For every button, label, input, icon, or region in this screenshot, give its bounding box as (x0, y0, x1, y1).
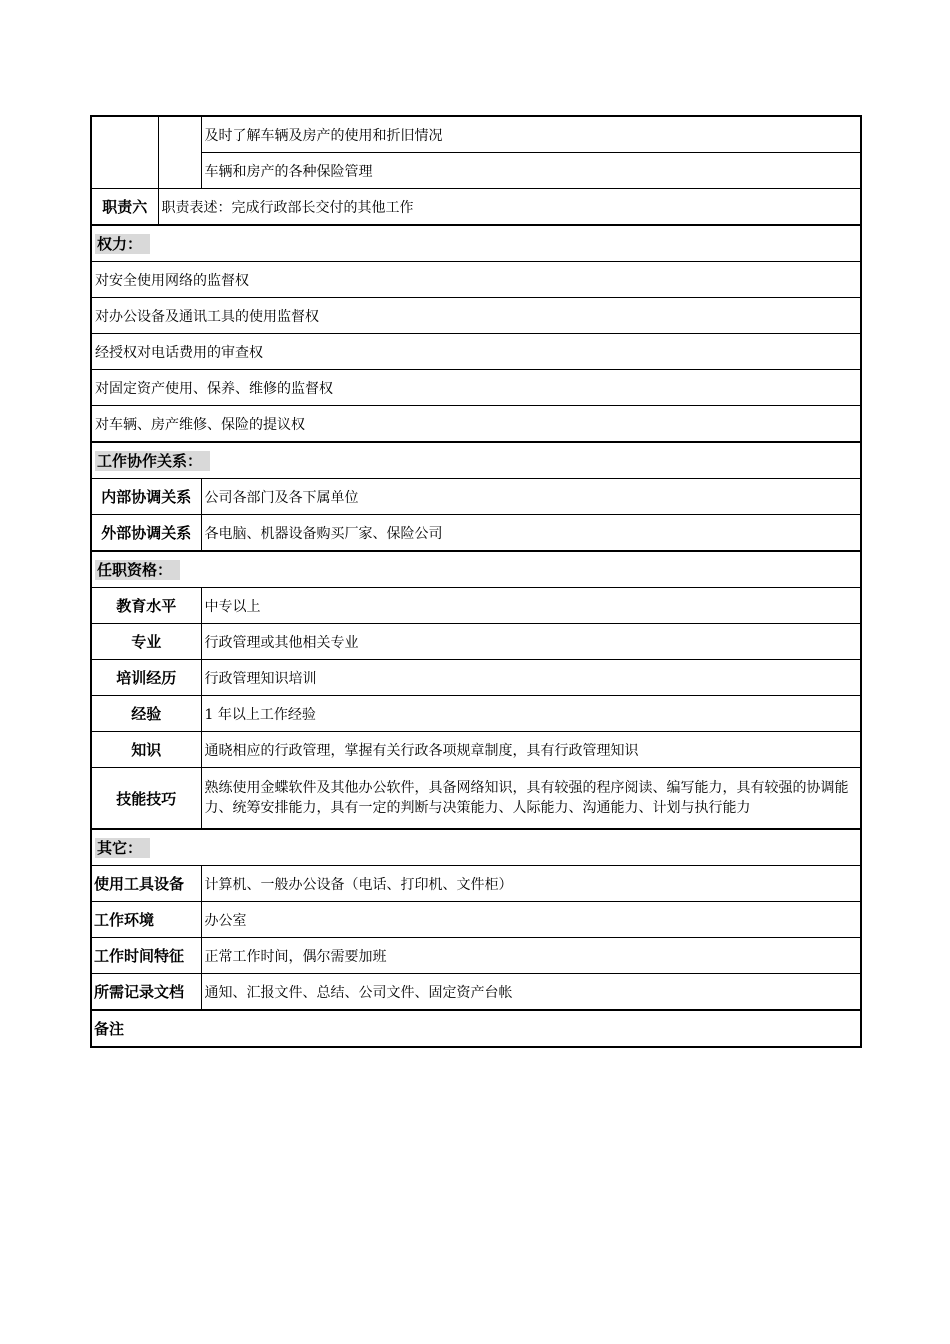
power-row (91, 406, 861, 443)
power-row (91, 334, 861, 370)
power-item: 对办公设备及通讯工具的使用监督权 (91, 298, 861, 334)
qualification-row (91, 660, 861, 696)
section-title-powers (91, 225, 861, 262)
other-label: 工作环境 (91, 902, 201, 938)
duty-label-cell-empty (91, 116, 158, 189)
qualification-label: 技能技巧 (91, 768, 201, 830)
other-row (91, 974, 861, 1011)
section-title-other (91, 829, 861, 866)
power-item: 对固定资产使用、保养、维修的监督权 (91, 370, 861, 406)
section-title-relations (91, 442, 861, 479)
power-row (91, 262, 861, 298)
qualification-row (91, 624, 861, 660)
other-label: 工作时间特征 (91, 938, 201, 974)
qualifications-header-row (91, 551, 861, 588)
qualification-value: 中专以上 (201, 588, 861, 624)
power-item: 经授权对电话费用的审查权 (91, 334, 861, 370)
qualification-label: 经验 (91, 696, 201, 732)
section-title-qualifications (91, 551, 861, 588)
qualification-label: 教育水平 (91, 588, 201, 624)
internal-relation-label: 内部协调关系 (91, 479, 201, 515)
internal-relation-row (91, 479, 861, 515)
power-row (91, 298, 861, 334)
external-relation-label: 外部协调关系 (91, 515, 201, 552)
power-row (91, 370, 861, 406)
power-item: 对车辆、房产维修、保险的提议权 (91, 406, 861, 443)
external-relation-value: 各电脑、机器设备购买厂家、保险公司 (201, 515, 861, 552)
duty-six-label: 职责六 (91, 189, 158, 226)
other-value: 办公室 (201, 902, 861, 938)
duty-detail-text: 及时了解车辆及房产的使用和折旧情况 (201, 116, 861, 153)
section-title-text: 权力： (95, 234, 150, 254)
qualification-label: 培训经历 (91, 660, 201, 696)
internal-relation-value: 公司各部门及各下属单位 (201, 479, 861, 515)
other-value: 正常工作时间，偶尔需要加班 (201, 938, 861, 974)
qualification-label: 知识 (91, 732, 201, 768)
qualification-label: 专业 (91, 624, 201, 660)
remarks-label: 备注 (91, 1010, 861, 1047)
duty-six-text: 职责表述：完成行政部长交付的其他工作 (158, 189, 861, 226)
qualification-row (91, 768, 861, 830)
powers-header-row (91, 225, 861, 262)
section-title-text: 工作协作关系： (95, 451, 210, 471)
external-relation-row (91, 515, 861, 552)
qualification-value: 通晓相应的行政管理，掌握有关行政各项规章制度，具有行政管理知识 (201, 732, 861, 768)
power-item: 对安全使用网络的监督权 (91, 262, 861, 298)
section-title-text: 其它： (95, 838, 150, 858)
other-label: 使用工具设备 (91, 866, 201, 902)
other-label: 所需记录文档 (91, 974, 201, 1011)
other-value: 通知、汇报文件、总结、公司文件、固定资产台帐 (201, 974, 861, 1011)
duty-continuation-row-1 (91, 116, 861, 153)
qualification-value: 行政管理知识培训 (201, 660, 861, 696)
other-header-row (91, 829, 861, 866)
duty-detail-text: 车辆和房产的各种保险管理 (201, 153, 861, 189)
qualification-row (91, 588, 861, 624)
remarks-row (91, 1010, 861, 1047)
job-description-page (90, 115, 860, 1048)
other-row (91, 866, 861, 902)
section-title-text: 任职资格： (95, 560, 180, 580)
qualification-row (91, 732, 861, 768)
qualification-row (91, 696, 861, 732)
other-row (91, 902, 861, 938)
qualification-value: 行政管理或其他相关专业 (201, 624, 861, 660)
duty-continuation-row-2 (91, 153, 861, 189)
other-row (91, 938, 861, 974)
duty-sub-cell-empty (158, 116, 201, 189)
job-description-table (90, 115, 862, 1048)
other-value: 计算机、一般办公设备（电话、打印机、文件柜） (201, 866, 861, 902)
qualification-value: 1 年以上工作经验 (201, 696, 861, 732)
relations-header-row (91, 442, 861, 479)
duty-six-row (91, 189, 861, 226)
qualification-value: 熟练使用金蝶软件及其他办公软件，具备网络知识，具有较强的程序阅读、编写能力，具有较强的协调能力、统筹安排能力，具有一定的判断与决策能力、人际能力、沟通能力、计划与执行能力 (201, 768, 861, 830)
